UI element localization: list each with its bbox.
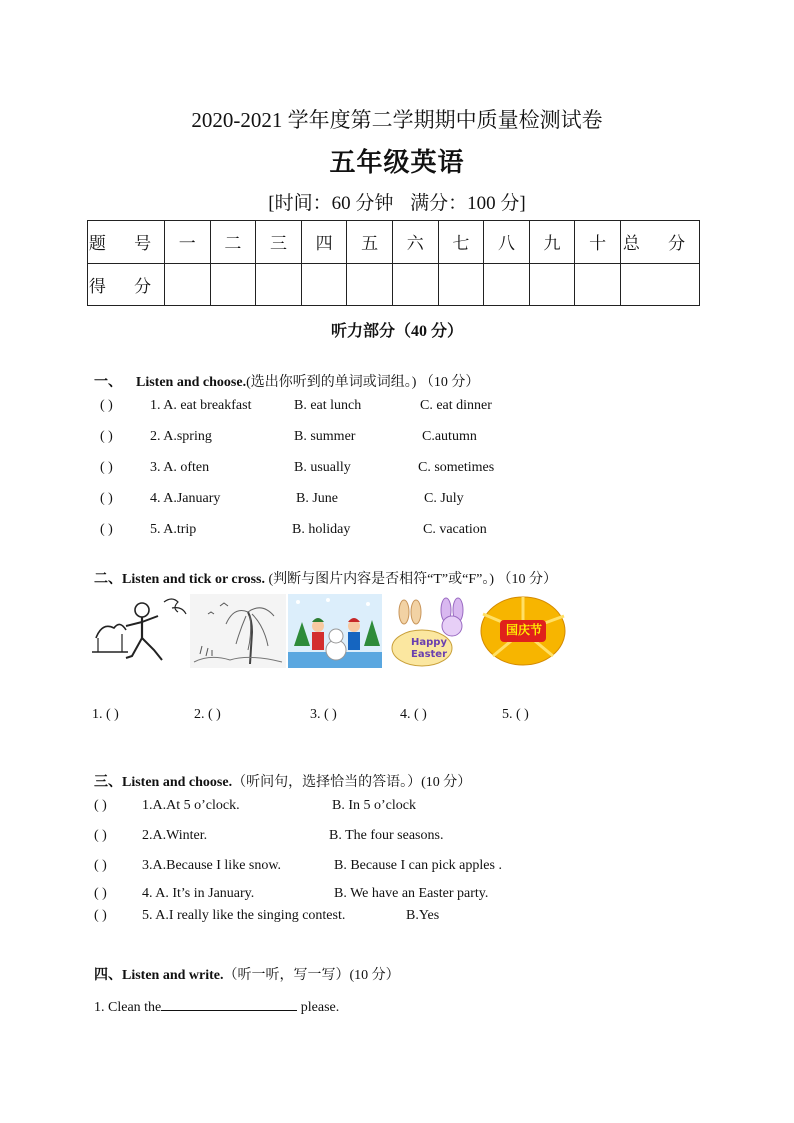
score-header-cell: 三 [256,221,302,264]
answer-bracket[interactable]: ( ) [100,398,113,413]
answer-blank-1[interactable]: 1. ( ) [92,707,119,722]
answer-bracket[interactable]: ( ) [94,858,107,873]
answer-bracket[interactable]: ( ) [100,460,113,475]
option-b: B. June [296,491,338,506]
exam-full-score: 满分：100 分] [410,193,526,214]
q3-number: 三、 [94,775,122,790]
person-exercising-picture [92,594,192,668]
q2-instructions: (判断与图片内容是否相符“T”或“F”。) （10 分） [265,572,558,587]
q4-item [94,996,714,1016]
easter-picture-text: Happy Easter [410,637,448,660]
q1-heading [94,371,479,391]
answer-bracket[interactable]: ( ) [94,908,107,923]
option-b: B.Yes [406,908,440,923]
score-header-cell: 八 [484,221,530,264]
option-b: B. summer [294,429,356,444]
q1-number: 一、 [94,375,122,390]
q4-line-1-suffix: please. [297,1000,340,1015]
answer-blank-5[interactable]: 5. ( ) [502,707,529,722]
q2-title: Listen and tick or cross. [122,572,265,587]
answer-bracket[interactable]: ( ) [94,798,107,813]
option-a: 1.A.At 5 o’clock. [142,798,240,813]
q3-item [94,798,714,818]
score-header-cell: 七 [438,221,484,264]
option-a: 1. A. eat breakfast [150,398,252,413]
q4-number: 四、 [94,968,122,983]
q1-title: Listen and choose. [136,375,247,390]
snowman-kids-picture [288,594,382,668]
exam-time: [时间：60 分钟 [268,193,394,214]
q1-item [100,522,720,542]
q1-item [100,398,720,418]
option-c: C. vacation [423,522,487,537]
option-b: B. In 5 o’clock [332,798,416,813]
score-cell[interactable] [392,263,438,306]
score-header-cell: 总 分 [621,221,700,264]
q4-instructions: （听一听，写一写）(10 分） [223,968,400,983]
q4-line-1-prefix: 1. Clean the [94,1000,162,1015]
option-c: C. sometimes [418,460,495,475]
score-cell[interactable] [438,263,484,306]
option-a: 2.A.Winter. [142,828,208,843]
listening-section-title: 听力部分（40 分） [330,323,463,340]
score-cell[interactable] [529,263,575,306]
answer-bracket[interactable]: ( ) [100,522,113,537]
score-cell[interactable] [256,263,302,306]
score-cell[interactable] [301,263,347,306]
score-cell[interactable] [575,263,621,306]
option-a: 4. A.January [150,491,221,506]
score-header-cell: 五 [347,221,393,264]
score-row-label: 得 分 [88,263,165,306]
option-b: B. Because I can pick apples . [334,858,502,873]
score-cell[interactable] [484,263,530,306]
answer-blank-4[interactable]: 4. ( ) [400,707,427,722]
q3-instructions: （听问句，选择恰当的答语。）(10 分） [232,775,472,790]
q2-answers [92,707,592,727]
option-c: C. eat dinner [420,398,492,413]
option-a: 2. A.spring [150,429,212,444]
score-header-cell: 六 [392,221,438,264]
option-a: 3.A.Because I like snow. [142,858,282,873]
q4-heading [94,964,400,984]
exam-title: 2020-2021 学年度第二学期期中质量检测试卷 [191,108,603,132]
score-header-cell: 一 [165,221,211,264]
q2-heading [94,568,557,588]
option-b: B. holiday [292,522,351,537]
q2-pictures [92,594,572,670]
score-cell[interactable] [621,263,700,306]
option-a: 5. A.trip [150,522,197,537]
q3-item [94,858,714,878]
national-day-picture-text: 国庆节 [505,623,542,637]
option-b: B. We have an Easter party. [334,886,489,901]
option-b: B. eat lunch [294,398,362,413]
q3-title: Listen and choose. [122,775,233,790]
exam-meta [0,188,794,215]
answer-bracket[interactable]: ( ) [94,828,107,843]
willow-tree-picture [190,594,286,668]
option-c: C.autumn [422,429,477,444]
q3-item [94,886,714,906]
q1-item [100,460,720,480]
option-a: 4. A. It’s in January. [142,886,255,901]
score-table-score-row [88,263,700,306]
score-header-cell: 九 [529,221,575,264]
q3-heading [94,771,471,791]
answer-bracket[interactable]: ( ) [100,429,113,444]
q4-line-1 [94,996,339,1016]
exam-subject: 五年级英语 [329,148,465,177]
write-blank[interactable] [161,996,297,1011]
q1-instructions: (选出你听到的单词或词组。) （10 分） [246,375,480,390]
score-cell[interactable] [347,263,393,306]
score-table [87,220,700,306]
answer-bracket[interactable]: ( ) [94,886,107,901]
q1-item [100,429,720,449]
score-header-cell: 二 [210,221,256,264]
q4-title: Listen and write. [122,968,224,983]
option-a: 3. A. often [150,460,210,475]
q3-item [94,908,714,928]
q2-number: 二、 [94,572,122,587]
option-c: C. July [424,491,464,506]
option-b: B. usually [294,460,351,475]
score-header-cell: 十 [575,221,621,264]
score-cell[interactable] [210,263,256,306]
q3-item [94,828,714,848]
score-header-cell: 题 号 [88,221,165,264]
answer-blank-3[interactable]: 3. ( ) [310,707,337,722]
score-header-cell: 四 [301,221,347,264]
score-cell[interactable] [165,263,211,306]
answer-bracket[interactable]: ( ) [100,491,113,506]
answer-blank-2[interactable]: 2. ( ) [194,707,221,722]
option-a: 5. A.I really like the singing contest. [142,908,346,923]
option-b: B. The four seasons. [329,828,444,843]
score-table-header-row [88,221,700,264]
q1-item [100,491,720,511]
